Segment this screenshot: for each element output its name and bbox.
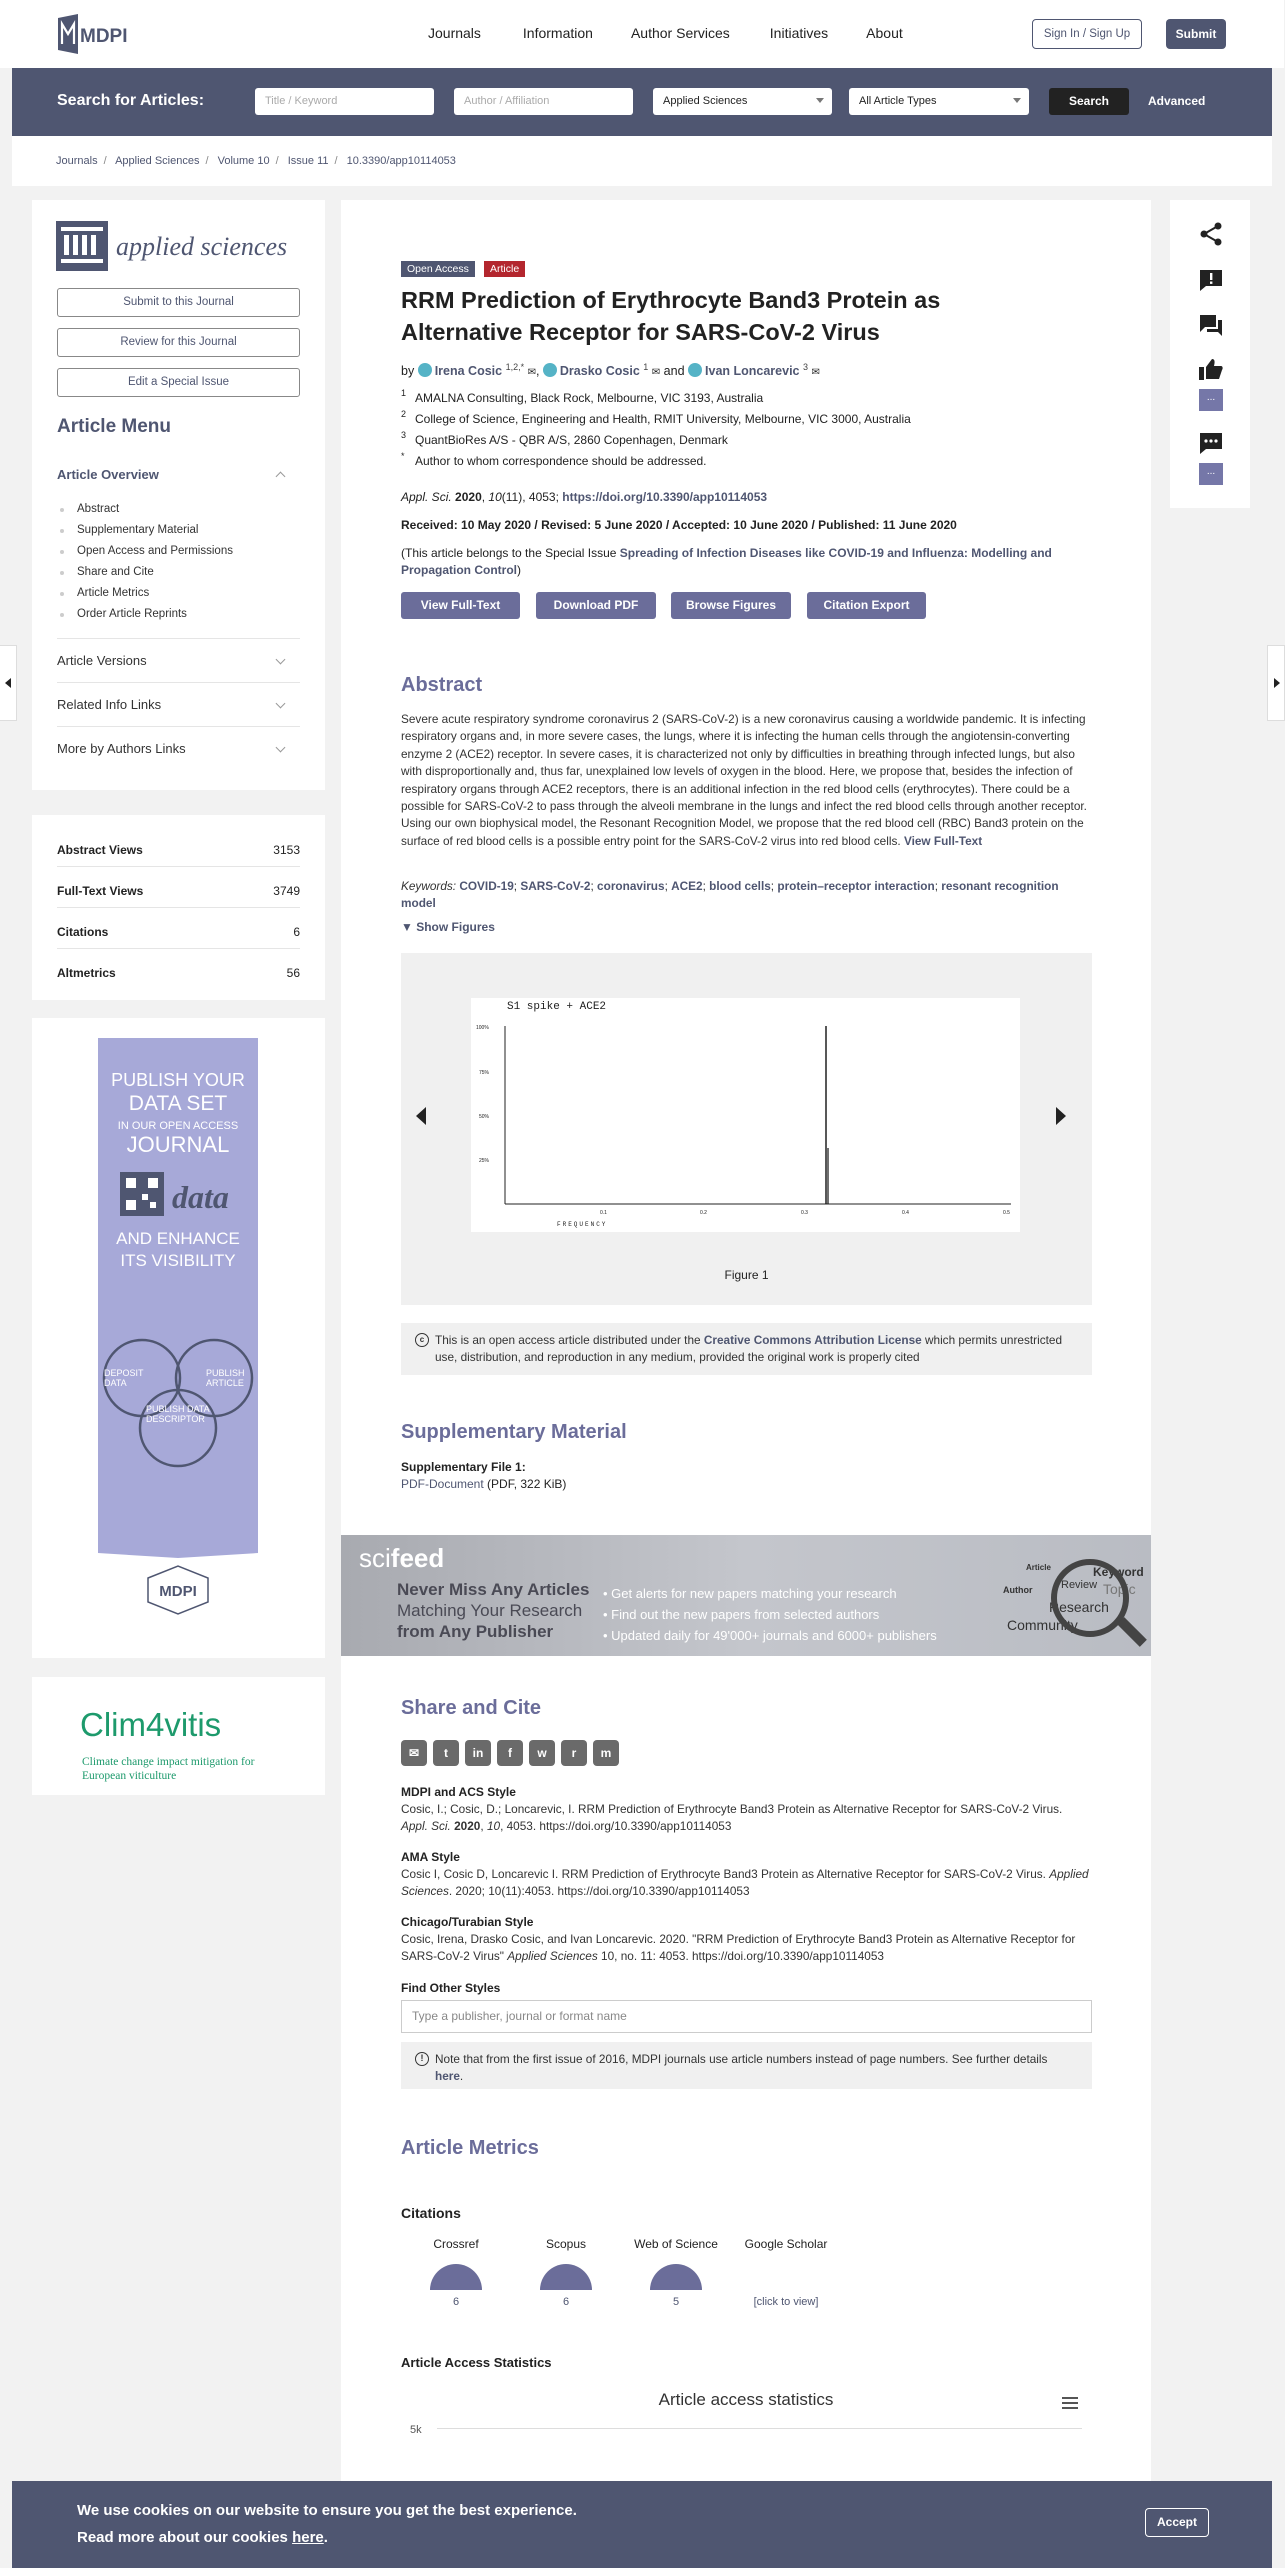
- find-styles-title: Find Other Styles: [401, 1981, 501, 1995]
- mdpi-acs-citation: Cosic, I.; Cosic, D.; Loncarevic, I. RRM Prediction of Erythrocyte Band3 Protein as Alternative Receptor for SARS-CoV-2 Virus. Appl. Sci. 2020, 10, 4053. https://doi.org/10.3390/app10114053: [401, 1802, 1063, 1833]
- figure-1-image[interactable]: [471, 998, 1020, 1232]
- svg-text:0.5: 0.5: [1003, 1210, 1010, 1216]
- pdf-document-link[interactable]: PDF-Document: [401, 1477, 484, 1491]
- svg-text:25%: 25%: [479, 1158, 490, 1164]
- divider: [57, 948, 300, 949]
- doi-link[interactable]: https://doi.org/10.3390/app10114053: [562, 490, 768, 504]
- report-issue-icon[interactable]: [1198, 268, 1224, 292]
- svg-text:S1 spike + ACE2: S1 spike + ACE2: [507, 1001, 607, 1013]
- applied-sciences-logo: [56, 221, 308, 273]
- fulltext-views-value: 3749: [273, 884, 300, 898]
- ad-deposit-data: DEPOSIT DATA: [104, 1368, 144, 1388]
- cc-license-link[interactable]: Creative Commons Attribution License: [703, 1333, 922, 1347]
- svg-text:ITS VISIBILITY: ITS VISIBILITY: [120, 1251, 236, 1270]
- menu-item-reprints[interactable]: Order Article Reprints: [77, 608, 187, 620]
- search-bar: [12, 68, 1272, 136]
- creative-commons-icon: c: [415, 1333, 429, 1347]
- mendeley-icon[interactable]: m: [593, 1740, 619, 1766]
- next-article-tab[interactable]: [1267, 645, 1285, 721]
- svg-text:0.3: 0.3: [801, 1210, 808, 1216]
- svg-text:MDPI: MDPI: [159, 1583, 197, 1600]
- wos-count[interactable]: 5: [672, 2296, 680, 2308]
- svg-text:IN OUR OPEN ACCESS: IN OUR OPEN ACCESS: [117, 1120, 239, 1132]
- wechat-icon[interactable]: w: [529, 1740, 555, 1766]
- nav-journals[interactable]: Journals: [428, 25, 481, 41]
- author-avatar-icon: [688, 363, 702, 377]
- keyword-link[interactable]: SARS-CoV-2: [520, 879, 591, 893]
- article-type-select[interactable]: [849, 88, 1029, 115]
- nav-information[interactable]: Information: [522, 25, 593, 41]
- reddit-icon[interactable]: r: [561, 1740, 587, 1766]
- special-issue-link[interactable]: Spreading of Infection Diseases like COVID-19 and Influenza: Modelling and Propagation Control: [401, 546, 1052, 577]
- ama-style-title: AMA Style: [401, 1850, 460, 1864]
- nav-about[interactable]: About: [866, 25, 903, 41]
- chart-menu-icon[interactable]: [1062, 2397, 1078, 2399]
- cookie-more: Read more about our cookies here.: [77, 2529, 328, 2546]
- linkedin-icon[interactable]: in: [465, 1740, 491, 1766]
- submit-button[interactable]: Submit: [1166, 19, 1226, 49]
- supplementary-file: PDF-Document (PDF, 322 KiB): [401, 1477, 567, 1491]
- facebook-icon[interactable]: f: [497, 1740, 523, 1766]
- divider: [57, 726, 300, 727]
- twitter-icon[interactable]: t: [433, 1740, 459, 1766]
- fulltext-views-label: Full-Text Views: [57, 884, 144, 898]
- like-icon[interactable]: [1198, 357, 1224, 381]
- article-title: RRM Prediction of Erythrocyte Band3 Protein as Alternative Receptor for SARS-CoV-2 Virus: [401, 287, 941, 345]
- article-menu-title: Article Menu: [57, 416, 172, 437]
- email-icon[interactable]: ✉: [651, 367, 661, 379]
- citation-line: Appl. Sci. 2020, 10(11), 4053; https://doi.org/10.3390/app10114053: [401, 490, 768, 504]
- access-chart-title: Article access statistics: [658, 2390, 834, 2409]
- search-label: Search for Articles:: [57, 92, 205, 109]
- discussion-count-badge[interactable]: ...: [1199, 463, 1223, 485]
- article-type-tag: Article: [484, 261, 525, 277]
- rrm-spectrum-plot: [471, 998, 1020, 1232]
- open-access-tag: Open Access: [401, 261, 475, 277]
- menu-item-supplementary[interactable]: Supplementary Material: [77, 524, 199, 536]
- email-icon[interactable]: ✉: [527, 367, 536, 379]
- menu-item-share-cite[interactable]: Share and Cite: [77, 566, 154, 578]
- cookie-here-link[interactable]: here: [292, 2529, 324, 2546]
- svg-text:0.1: 0.1: [600, 1210, 607, 1216]
- related-links-toggle[interactable]: Related Info Links: [57, 697, 162, 712]
- gridline: [437, 2428, 1082, 2429]
- svg-text:AND ENHANCE: AND ENHANCE: [116, 1229, 240, 1248]
- search-button[interactable]: Search: [1049, 88, 1129, 115]
- author-affiliation-input[interactable]: Author / Affiliation: [454, 88, 633, 115]
- crumb-journal[interactable]: Applied Sciences: [115, 155, 200, 167]
- journal-select-value: Applied Sciences: [663, 95, 748, 107]
- submit-to-journal-button[interactable]: Submit to this Journal: [57, 288, 300, 317]
- scifeed-logo: scifeed: [359, 1543, 445, 1573]
- menu-item-abstract[interactable]: Abstract: [77, 503, 120, 515]
- menu-item-open-access[interactable]: Open Access and Permissions: [77, 545, 233, 557]
- email-share-icon[interactable]: ✉: [401, 1740, 427, 1766]
- svg-text:PUBLISH YOUR: PUBLISH YOUR: [111, 1070, 245, 1090]
- citation-export-button[interactable]: Citation Export: [807, 592, 926, 619]
- crumb-journals[interactable]: Journals: [56, 155, 98, 167]
- next-figure-arrow[interactable]: [1056, 1107, 1066, 1125]
- share-icon[interactable]: [1198, 222, 1224, 246]
- svg-text:75%: 75%: [479, 1070, 490, 1076]
- info-icon: !: [415, 2052, 429, 2066]
- figure-caption: Figure 1: [724, 1268, 769, 1282]
- title-keyword-input[interactable]: Title / Keyword: [255, 88, 434, 115]
- nav-initiatives[interactable]: Initiatives: [769, 25, 829, 41]
- show-figures-toggle[interactable]: ▼ Show Figures: [401, 920, 495, 934]
- article-type-value: All Article Types: [859, 95, 937, 107]
- svg-text:0.2: 0.2: [700, 1210, 707, 1216]
- chicago-style-title: Chicago/Turabian Style: [401, 1915, 534, 1929]
- details-here-link[interactable]: here: [435, 2069, 460, 2083]
- abstract-views-label: Abstract Views: [57, 843, 143, 857]
- comments-icon[interactable]: [1198, 313, 1224, 337]
- scifeed-banner[interactable]: scifeed Never Miss Any Articles Matching Your Research from Any Publisher • Get alerts for new papers matching your research • Find out the new papers from selected authors • Updated daily for 49'000+ journals and 6000+ publishers Article Author Keyword Review Research Community Topic: [341, 1535, 1151, 1656]
- article-number-note: ! Note that from the first issue of 2016, MDPI journals use article numbers instead of page numbers. See further details here.: [401, 2042, 1092, 2089]
- top-navbar: [0, 0, 1284, 68]
- google-scholar-label: Google Scholar: [744, 2237, 828, 2251]
- author-avatar-icon: [418, 363, 432, 377]
- crumb-doi[interactable]: 10.3390/app10114053: [346, 155, 456, 167]
- chevron-down-icon: [1013, 98, 1021, 103]
- svg-text:FREQUENCY: FREQUENCY: [557, 1221, 608, 1228]
- scopus-count[interactable]: 6: [562, 2296, 570, 2308]
- menu-item-metrics[interactable]: Article Metrics: [77, 587, 150, 599]
- edit-special-issue-button[interactable]: Edit a Special Issue: [57, 368, 300, 397]
- view-full-text-link[interactable]: View Full-Text: [903, 833, 983, 848]
- scifeed-headline: Never Miss Any Articles Matching Your Research from Any Publisher: [397, 1580, 590, 1641]
- advanced-search-link[interactable]: Advanced: [1148, 94, 1206, 108]
- svg-text:50%: 50%: [479, 1114, 490, 1120]
- ad-publish-descriptor: PUBLISH DATA DESCRIPTOR: [146, 1404, 210, 1424]
- nav-author-services[interactable]: Author Services: [630, 25, 730, 41]
- crumb-volume[interactable]: Volume 10: [217, 155, 270, 167]
- mdpi-acs-style-title: MDPI and ACS Style: [401, 1785, 516, 1799]
- svg-text:MDPI: MDPI: [80, 26, 128, 47]
- mdpi-logo[interactable]: [56, 14, 128, 54]
- clim4vitis-title[interactable]: Clim4vitis: [80, 1706, 222, 1743]
- prev-figure-arrow[interactable]: [416, 1107, 426, 1125]
- journal-select[interactable]: [653, 88, 832, 115]
- special-issue-note: (This article belongs to the Special Issue Spreading of Infection Diseases like COVID-19 and Influenza: Modelling and Propagation Control): [401, 546, 1052, 577]
- abstract-text: Severe acute respiratory syndrome coronavirus 2 (SARS-CoV-2) is a new coronavirus causing a worldwide pandemic. It is infecting respiratory organs and, in more severe cases, the lungs, where it is infecting the human cells through the angiotensin-converting enzyme 2 (ACE2) receptor. In severe cases, it is characterized not only by difficulties in breathing through infected lungs, but also with disproportionally and, thus far, unexplained low levels of oxygen in the blood. Here, we propose that, besides the infection of respiratory organs through ACE2 receptors, there is an additional infection in the red blood cells (erythrocytes). There could be a possible for SARS-CoV-2 to pass through the alveoli membrane in the lungs and infect the red blood cells through another receptor. Using our own biophysical model, the Resonant Recognition Model, we propose that the red blood cell (RBC) Band3 protein on the surface of red blood cells is a possible entry point for the SARS-CoV-2 virus into red blood cells. View Full-Text: [401, 712, 1087, 848]
- abstract-views-value: 3153: [273, 843, 300, 857]
- download-pdf-button[interactable]: Download PDF: [536, 592, 656, 619]
- share-cite-heading: Share and Cite: [401, 1697, 542, 1719]
- data-journal-ad[interactable]: [98, 1038, 258, 1618]
- prev-article-tab[interactable]: [0, 645, 17, 721]
- divider: [57, 907, 300, 908]
- license-notice: c This is an open access article distributed under the Creative Commons Attribution License which permits unrestricted use, distribution, and reproduction in any medium, provided the original work is properly cited: [401, 1323, 1092, 1375]
- keyword-link[interactable]: COVID-19: [459, 879, 514, 893]
- ad-publish-article: PUBLISH ARTICLE: [206, 1368, 245, 1388]
- chicago-citation: Cosic, Irena, Drasko Cosic, and Ivan Loncarevic. 2020. "RRM Prediction of Erythrocyte Band3 Protein as Alternative Receptor for SARS-CoV-2 Virus" Applied Sciences 10, no. 11: 4053. https://doi.org/10.3390/app10114053: [401, 1932, 1076, 1963]
- article-versions-toggle[interactable]: Article Versions: [57, 653, 147, 668]
- breadcrumb: Journals / Applied Sciences / Volume 10 / Issue 11 / 10.3390/app10114053: [56, 155, 456, 167]
- chevron-down-icon: [816, 98, 824, 103]
- svg-text:0.4: 0.4: [902, 1210, 909, 1216]
- journal-logo[interactable]: [56, 221, 308, 276]
- altmetrics-label[interactable]: Altmetrics: [57, 966, 116, 980]
- article-metrics-heading: Article Metrics: [401, 2137, 539, 2159]
- main-nav: [428, 25, 945, 41]
- svg-text:DATA SET: DATA SET: [128, 1092, 228, 1115]
- author-ivan-loncarevic[interactable]: Ivan Loncarevic: [705, 364, 800, 379]
- chart-ytick-5k: 5k: [410, 2424, 422, 2436]
- crossref-label: Crossref: [433, 2237, 479, 2251]
- svg-text:JOURNAL: JOURNAL: [126, 1132, 230, 1157]
- svg-text:data: data: [172, 1179, 229, 1215]
- keyword-link[interactable]: blood cells: [709, 879, 771, 893]
- divider: [57, 682, 300, 683]
- cookie-banner: [12, 2481, 1272, 2568]
- cookie-message: We use cookies on our website to ensure you get the best experience.: [77, 2502, 577, 2519]
- access-stats-heading: Article Access Statistics: [401, 2355, 552, 2370]
- svg-text:applied sciences: applied sciences: [116, 232, 288, 261]
- citations-label: Citations: [57, 925, 109, 939]
- svg-text:100%: 100%: [476, 1025, 489, 1031]
- scopus-label: Scopus: [545, 2237, 587, 2251]
- right-action-rail: [1170, 200, 1250, 508]
- view-full-text-button[interactable]: View Full-Text: [401, 592, 520, 619]
- abstract-heading: Abstract: [401, 674, 483, 696]
- review-for-journal-button[interactable]: Review for this Journal: [57, 328, 300, 357]
- crumb-issue[interactable]: Issue 11: [287, 155, 329, 167]
- altmetrics-value[interactable]: 56: [286, 966, 300, 980]
- citation-style-input[interactable]: Type a publisher, journal or format name: [401, 2000, 1092, 2033]
- keyword-link[interactable]: protein–receptor interaction: [777, 879, 935, 893]
- article-overview-toggle[interactable]: Article Overview: [57, 467, 159, 482]
- discussion-icon[interactable]: [1198, 431, 1224, 455]
- ama-citation: Cosic I, Cosic D, Loncarevic I. RRM Prediction of Erythrocyte Band3 Protein as Alternative Receptor for SARS-CoV-2 Virus. Applied Sciences. 2020; 10(11):4053. https://doi.org/10.3390/app10114053: [401, 1867, 1089, 1898]
- author-list: by Irena Cosic $^{1,2,*}$ ✉, Drasko Cosic $^1$ ✉ and Ivan Loncarevic $^3$ ✉: [401, 362, 820, 379]
- clim4vitis-subtitle: Climate change impact mitigation for European viticulture: [82, 1756, 255, 1782]
- like-count-badge[interactable]: ...: [1199, 389, 1223, 411]
- keyword-link[interactable]: coronavirus: [597, 879, 665, 893]
- publication-dates: Received: 10 May 2020 / Revised: 5 June 2020 / Accepted: 10 June 2020 / Published: 11 June 2020: [401, 518, 957, 532]
- browse-figures-button[interactable]: Browse Figures: [671, 592, 791, 619]
- crossref-count[interactable]: 6: [452, 2296, 460, 2308]
- supplementary-file-label: Supplementary File 1:: [401, 1460, 526, 1474]
- author-avatar-icon: [543, 363, 557, 377]
- chevron-right-icon: [1274, 678, 1280, 688]
- divider: [57, 638, 300, 639]
- keyword-link[interactable]: resonant recognition model: [401, 879, 1059, 910]
- accept-cookies-button[interactable]: Accept: [1145, 2508, 1209, 2537]
- wos-label: Web of Science: [634, 2237, 718, 2251]
- keyword-link[interactable]: ACE2: [671, 879, 703, 893]
- chevron-left-icon: [5, 678, 11, 688]
- divider: [57, 866, 300, 867]
- share-icons: [401, 1740, 619, 1766]
- citations-value: 6: [293, 925, 300, 939]
- more-by-authors-toggle[interactable]: More by Authors Links: [57, 741, 186, 756]
- keywords: Keywords: COVID-19; SARS-CoV-2; coronavirus; ACE2; blood cells; protein–receptor interaction; resonant recognition model: [401, 879, 1059, 910]
- sign-in-button[interactable]: Sign In / Sign Up: [1032, 19, 1142, 49]
- google-scholar-link[interactable]: [click to view]: [753, 2296, 819, 2308]
- supplementary-heading: Supplementary Material: [401, 1421, 627, 1443]
- email-icon[interactable]: ✉: [811, 367, 820, 379]
- scifeed-bullets: • Get alerts for new papers matching your research • Find out the new papers from selected authors • Updated daily for 49'000+ journals and 6000+ publishers: [603, 1586, 937, 1643]
- citations-heading: Citations: [401, 2205, 461, 2221]
- author-irena-cosic[interactable]: Irena Cosic: [434, 364, 503, 379]
- author-drasko-cosic[interactable]: Drasko Cosic: [559, 364, 640, 379]
